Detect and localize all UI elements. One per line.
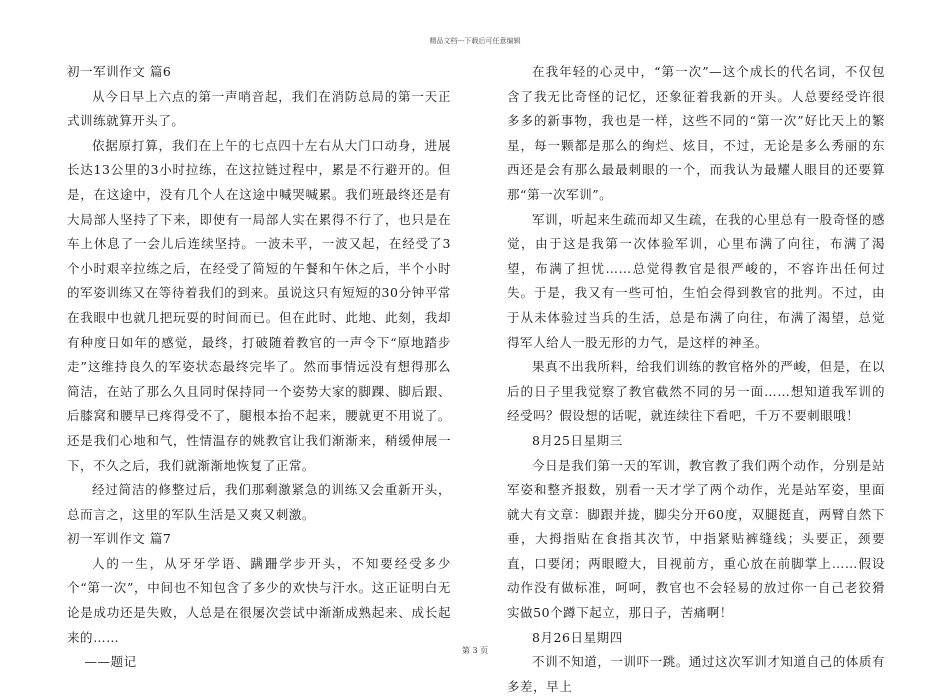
paragraph: 人的一生，从牙牙学语、蹒跚学步开头，不知要经受多少个“第一次”，中间也不知包含了多少的欢快与汗水。这正证明白无论是成功还是失败，人总是在很屡次尝试中渐渐成熟起来、成长起来的…… — [67, 555, 451, 645]
header-note: 精品文档---下载后可任意编辑 — [429, 37, 521, 45]
paragraph: 经过简洁的修整过后，我们那剩激紧急的训练又会重新开头，总而言之，这里的军队生活是又爽又刺激。 — [67, 482, 451, 522]
left-column — [67, 60, 451, 675]
date-heading: 8月26日星期四 — [532, 629, 623, 645]
paragraph: 不训不知道，一训吓一跳。通过这次军训才知道自己的体质有多差，早上 — [507, 654, 885, 694]
paragraph: 今日是我们第一天的军训，教官教了我们两个动作，分别是站军姿和整齐报数，别看一天才学了两个动作，光是站军姿，里面就大有文章：脚跟并拢，脚尖分开60度，双腿挺直，两臂自然下垂，大拇指贴在食指其次节，中指紧贴裤缝线；头要正，颈要直，口要闭；两眼瞪大，目视前方，重心放在前脚掌上……假设动作没有做标准，呵呵，教官也不会轻易的放过你一自己老狡猾实做50个蹲下起立，那日子，苦痛啊！ — [507, 457, 885, 621]
right-column — [507, 60, 885, 699]
section-title-6: 初一军训作文 篇6 — [67, 64, 172, 79]
section-title-7: 初一军训作文 篇7 — [67, 531, 172, 547]
paragraph: 果真不出我所料，给我们训练的教官格外的严峻，但是，在以后的日子里我觉察了教官截然不同的另一面……想知道我军训的经受吗？假设想的话呢，就连续往下看吧，千万不要刺眼哦！ — [507, 359, 885, 424]
paragraph: 从今日早上六点的第一声哨音起，我们在消防总局的第一天正式训练就算开头了。 — [67, 88, 451, 129]
paragraph: 军训，听起来生疏而却又生疏，在我的心里总有一股奇怪的感觉，由于这是我第一次体验军训，心里布满了向往，布满了渴望，布满了担忧……总觉得教官是很严峻的，不容许出任何过失。于是，我又有一些可怕，生怕会得到教官的批判。不过，由于从未体验过当兵的生活，总是布满了向往，布满了渴望，总觉得军人给人一股无形的力气，是这样的神圣。 — [507, 211, 885, 350]
date-heading: 8月25日星期三 — [532, 432, 623, 448]
paragraph: 依据原打算，我们在上午的七点四十左右从大门口动身，进展长达13公里的3小时拉练，在这拉链过程中，累是不行避开的。但是，在这途中，没有几个人在这途中喊哭喊累。我们班最终还是有大局部人坚持了下来，即使有一局部人实在累得不行了，也只是在车上休息了一会儿后连续坚持。一波未平，一波又起，在经受了3个小时艰辛拉练之后，在经受了简短的午餐和午休之后，半个小时的军姿训练又在等待着我们的到来。虽说这只有短短的30分钟平常在我眼中也就几把玩耍的时间而已。但在此时、此地、此刻，我却有种度日如年的感觉，最终，打破随着教官的一声令下“原地踏步走”这维持良久的军姿状态最终完毕了。然而事情远没有想得那么简洁，在站了那么久且同时保持同一个姿势大家的脚踝、脚后跟、后膝窝和腰早已疼得受不了，腿根本抬不起来，腰就更不用说了。还是我们心地和气，性情温存的姚教官让我们渐渐来，稍缓伸展一下，不久之后，我们就渐渐地恢复了正常。 — [67, 137, 451, 473]
paragraph: 在我年轻的心灵中，“第一次”—这个成长的代名词，不仅包含了我无比奇怪的记忆，还象征着我新的开头。人总要经受许很多多的新事物，我也是一样，这些不同的“第一次”好比天上的繁星，每一颗都是那么的绚烂、炫目，不过，无论是多么秀丽的东西还是会有那么最最刺眼的一个，而我认为最耀人眼目的还要算那“第一次军训”。 — [507, 64, 885, 202]
page-number: 第 3 页 — [461, 646, 489, 655]
epigraph: ——题记 — [84, 654, 137, 670]
